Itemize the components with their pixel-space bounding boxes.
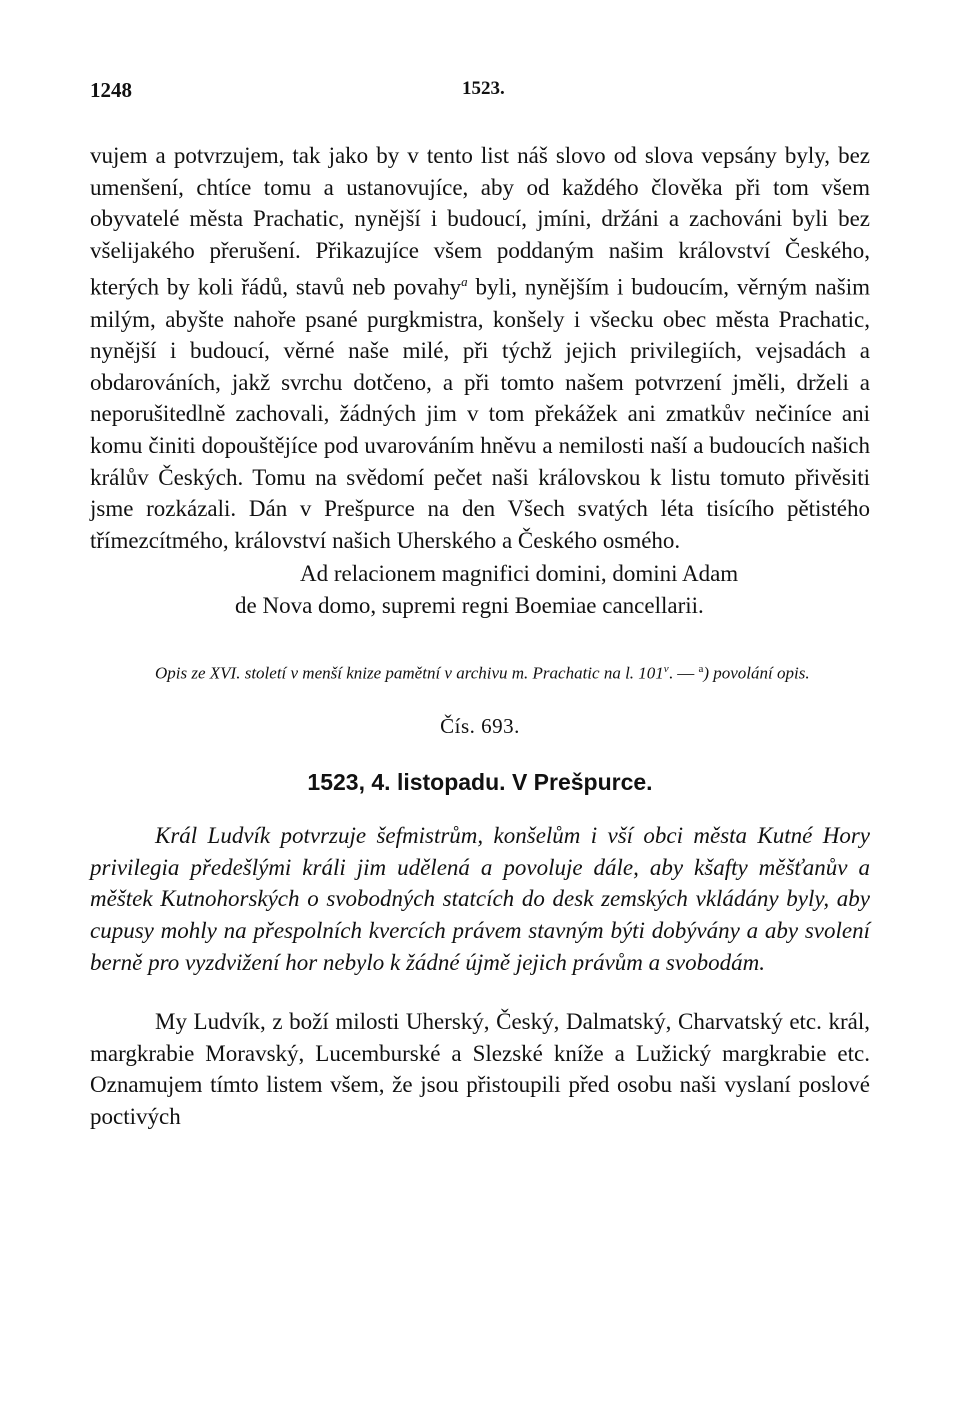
source-note-separator: . —	[668, 663, 699, 683]
date-heading: 1523, 4. listopadu. V Prešpurce.	[307, 769, 653, 796]
page-content	[90, 140, 870, 1133]
chancery-note-line-2: de Nova domo, supremi regni Boemiae cancellarii.	[235, 592, 704, 618]
running-year: 1523.	[462, 78, 505, 99]
regest-summary: Král Ludvík potvrzuje šefmistrům, konšelům i vší obci města Kutné Hory privilegia předešlými králi jim udělená a povoluje dále, aby kšafty měšťanův a měštek Kutnohorských o svobodných statcích do desk zemských vkládány byly, aby cupusy mohly na přespolních kvercích právem stavným býti dobývány a aby svolení berně pro vyzdvižení hor nebylo k žádné újmě jejich právům a svobodám.	[90, 823, 870, 975]
page-header	[90, 78, 870, 108]
folio-side-mark: v	[663, 662, 669, 675]
page-number: 1248	[90, 78, 132, 102]
document-number: Čís. 693.	[440, 714, 520, 739]
source-note-rest: ) povolání opis.	[703, 663, 810, 683]
footnote-marker: a	[461, 274, 468, 290]
charter-text-start: My Ludvík, z boží milosti Uherský, Český, Dalmatský, Charvatský etc. král, margkrabie Moravský, Lucemburské a Slezské kníže a Lužický margkrabie etc. Oznamujem tímto listem všem, že jsou přistoupili před osobu naši vyslaní poslové poctivých	[90, 1009, 870, 1129]
source-note-marker: a	[698, 662, 704, 675]
chancery-note-line-1: Ad relacionem magnifici domini, domini Adam	[300, 561, 739, 587]
chancery-note	[90, 558, 870, 621]
source-note-text: Opis ze XVI. století v menší knize pamětní v archivu m. Prachatic na l. 101	[155, 663, 664, 683]
charter-text-part-2: byli, nynějším i budoucím, věrným našim milým, abyšte nahoře psané purgkmistra, konšely i všecku obec města Prachatic, nynější i budoucí, věrné naše milé, při týchž jejich privilegiích, vejsadách a obdarováních, jakž svrchu dotčeno, a při tomto našem potvrzení jměli, drželi a neporušitedlně zachovali, žádných jim v tom překážek ani zmatkův nečiníce ani komu činiti dopouštějíce pod uvarováním hněvu a nemilosti naší a budoucích našich králův Českých. Tomu na svědomí pečet naši královskou k listu tomuto přivěsiti jsme rozkázali. Dán v Prešpurce na den Všech svatých léta tisícího pětistého třímezcítmého, království našich Uherského a Českého osmého.	[90, 275, 870, 553]
charter-text-continuation	[90, 140, 870, 556]
charter-text-part-1: vujem a potvrzujem, tak jako by v tento list náš slovo od slova vepsány byly, bez umenšení, chtíce tomu a ustanovujíce, aby od každého člověka při tom všem obyvatelé města Prachatic, nynější i budoucí, jmíni, držáni a zachováni byli bez všelijakého přerušení. Přikazujíce všem poddaným našim království Českého, kterých by koli řádů, stavů neb povahy	[90, 143, 870, 301]
source-note	[90, 656, 870, 687]
